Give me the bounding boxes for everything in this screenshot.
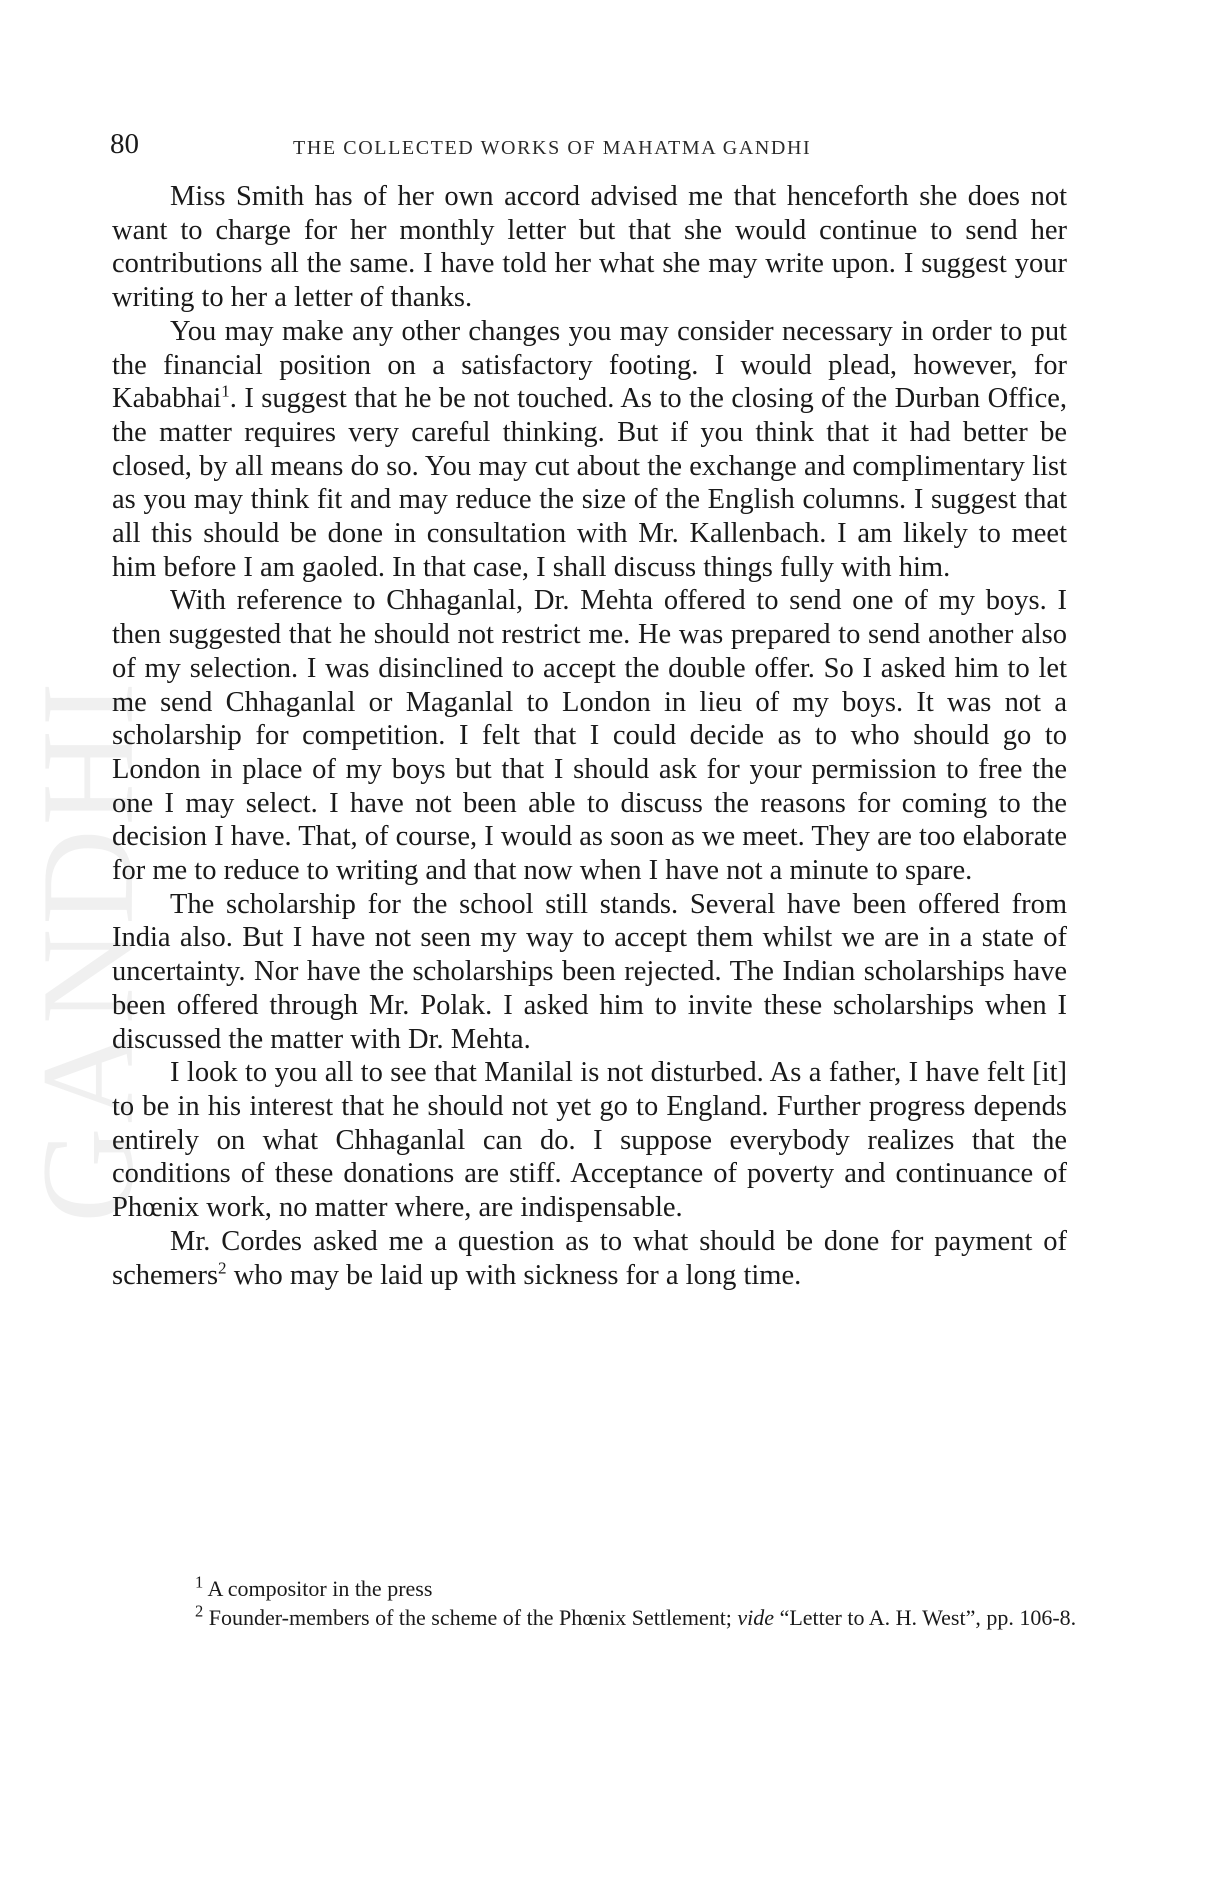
footnote bbox=[120, 1603, 1080, 1632]
page-header bbox=[110, 128, 1110, 168]
text-segment: A compositor in the press bbox=[207, 1576, 433, 1601]
footnote-ref: 2 bbox=[218, 1258, 227, 1277]
footnote-ref: 1 bbox=[221, 381, 230, 401]
footnote-marker: 1 bbox=[195, 1572, 204, 1592]
body-text bbox=[112, 180, 1067, 1292]
text-segment: With reference to Chhaganlal, Dr. Mehta offered to send one of my boys. I then suggested that he should not restrict me. He was prepared to send another also of my selection. I was disinclined to accept the double offer. So I asked him to let me send Chhaganlal or Maganlal to London in lieu of my boys. It was not a scholarship for competition. I felt that I could decide as to who should go to London in place of my boys but that I should ask for your permission to free the one I may select. I have not been able to discuss the reasons for coming to the decision I have. That, of course, I would as soon as we meet. They are too elaborate for me to reduce to writing and that now when I have not a minute to spare. bbox=[112, 585, 1067, 887]
text-segment: You may make any other changes you may consider necessary in order to put the financial position on a satisfactory footing. I would plead, however, for Kababhai bbox=[112, 315, 1067, 415]
text-segment: . I suggest that he be not touched. As to the closing of the Durban Office, the matter requires very careful thinking. But if you think that it had better be closed, by all means do so. You may cut about the exchange and complimentary list as you may think fit and may reduce the size of the English columns. I suggest that all this should be done in consultation with Mr. Kallenbach. I am likely to meet him before I am gaoled. In that case, I shall discuss things fully with him. bbox=[112, 383, 1067, 583]
text-segment: Mr. Cordes asked me a question as to what should be done for payment of schemers bbox=[112, 1225, 1067, 1291]
paragraph bbox=[112, 180, 1067, 315]
text-segment: The scholarship for the school still stands. Several have been offered from India also. But I have not seen my way to accept them whilst we are in a state of uncertainty. Nor have the scholarships been rejected. The Indian scholarships have been offered through Mr. Polak. I asked him to invite these scholarships when I discussed the matter with Dr. Mehta. bbox=[112, 888, 1067, 1055]
paragraph bbox=[112, 888, 1067, 1057]
paragraph bbox=[112, 1225, 1067, 1292]
text-segment: Miss Smith has of her own accord advised me that henceforth she does not want to charge for her monthly letter but that she would continue to send her contributions all the same. I have told her what she may write upon. I suggest your writing to her a letter of thanks. bbox=[112, 181, 1067, 314]
paragraph bbox=[112, 315, 1067, 585]
text-segment: who may be laid up with sickness for a long time. bbox=[226, 1259, 802, 1291]
page-number: 80 bbox=[110, 128, 139, 160]
paragraph bbox=[112, 584, 1067, 887]
italic-text: vide bbox=[737, 1605, 775, 1630]
footnote-marker: 2 bbox=[195, 1601, 204, 1621]
text-segment: I look to you all to see that Manilal is not disturbed. As a father, I have felt [it] to be in his interest that he should not yet go to England. Further progress depends entirely on what Chhaganlal can do. I suppose everybody realizes that the conditions of these donations are stiff. Acceptance of poverty and continuance of Phœnix work, no matter where, are indispensable. bbox=[112, 1057, 1067, 1224]
text-segment: Founder-members of the scheme of the Phœnix Settlement; bbox=[208, 1605, 738, 1630]
watermark-text: GANDHI bbox=[13, 677, 161, 1223]
footnotes bbox=[120, 1574, 1080, 1632]
running-head: THE COLLECTED WORKS OF MAHATMA GANDHI bbox=[293, 137, 812, 159]
paragraph bbox=[112, 1056, 1067, 1225]
footnote bbox=[120, 1574, 1080, 1603]
text-segment: “Letter to A. H. West”, pp. 106-8. bbox=[774, 1605, 1077, 1630]
